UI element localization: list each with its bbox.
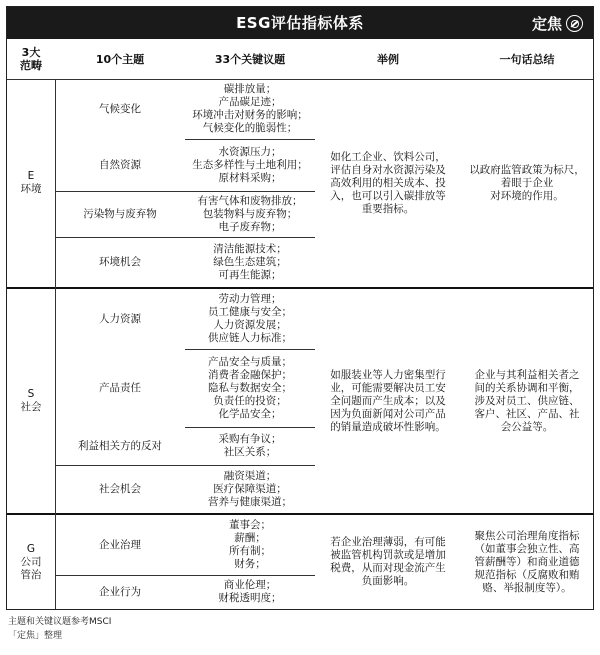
theme-climate-change: 气候变化 (99, 102, 141, 115)
divider (7, 287, 593, 289)
issues-natural-resources: 水资源压力； 生态多样性与土地利用； 原材料采购； (192, 145, 308, 184)
example-environment: 如化工企业、饮料公司， 评估自身对水资源污染及 高效利用的相关成本、投 入，也可以引入碳排放等 重要指标。 (330, 150, 446, 215)
theme-stakeholder-opposition: 利益相关方的反对 (78, 439, 162, 452)
theme-product-liability: 产品责任 (99, 381, 141, 394)
category-social: S 社会 (20, 388, 42, 413)
divider (7, 79, 593, 80)
example-social: 如服装业等人力密集型行 业，可能需要解决员工安 全问题而产生成本；以及 因为负面新闻对公司产品 的销量造成破坏性影响。 (330, 368, 446, 433)
summary-environment: 以政府监管政策为标尺， 着眼于企业 对环境的作用。 (469, 163, 585, 202)
theme-natural-resources: 自然资源 (99, 158, 141, 171)
brand (532, 7, 583, 39)
divider (55, 575, 315, 576)
issues-corporate-governance: 董事会； 薪酬； 所有制； 财务； (229, 519, 271, 570)
divider (185, 427, 315, 428)
issues-pollution-waste: 有害气体和废物排放； 包装物料与废弃物； 电子废弃物； (197, 194, 303, 233)
header-issues: 33个关键议题 (214, 52, 286, 66)
brand-name: 定焦 (531, 14, 562, 33)
category-governance: G 公司 管治 (20, 542, 42, 581)
brand-logo-icon (566, 15, 583, 32)
header-example: 举例 (377, 52, 399, 66)
theme-environmental-opportunity: 环境机会 (99, 255, 141, 268)
issues-stakeholder-opposition: 采购有争议； 社区关系； (218, 433, 282, 458)
page-title: ESG评估指标体系 (236, 14, 364, 32)
divider (55, 465, 315, 466)
header-summary: 一句话总结 (499, 52, 555, 66)
theme-social-opportunity: 社会机会 (99, 482, 141, 495)
divider (185, 349, 315, 350)
header-theme: 10个主题 (95, 52, 145, 66)
esg-table-frame (6, 6, 594, 610)
divider (55, 237, 315, 238)
divider (7, 513, 593, 515)
category-environment: E 环境 (20, 170, 42, 195)
example-governance: 若企业治理薄弱，有可能 被监管机构罚款或是增加 税费，从而对现金流产生 负面影响。 (330, 536, 446, 587)
divider (55, 79, 56, 609)
issues-product-liability: 产品安全与质量； 消费者金融保护； 隐私与数据安全； 负责任的投资； 化学品安全； (208, 355, 292, 420)
divider (185, 139, 315, 140)
issues-human-resources: 劳动力管理； 员工健康与安全； 人力资源发展； 供应链人力标准； (208, 293, 292, 344)
footnote-source: 主题和关键议题参考MSCI (8, 617, 112, 627)
theme-human-resources: 人力资源 (99, 312, 141, 325)
issues-environmental-opportunity: 清洁能源技术； 绿色生态建筑； 可再生能源； (213, 242, 287, 281)
theme-pollution-waste: 污染物与废弃物 (83, 207, 157, 220)
divider (55, 191, 315, 192)
title-bar (7, 7, 593, 39)
theme-corporate-governance: 企业治理 (99, 538, 141, 551)
footnote-credit: 「定焦」整理 (8, 631, 63, 641)
theme-corporate-behavior: 企业行为 (99, 585, 141, 598)
header-category: 3大 范畴 (20, 46, 42, 72)
summary-governance: 聚焦公司治理角度指标 （如董事会独立性、高 管薪酬等）和商业道德 规范指标（反腐败和贿 赂、举报制度等）。 (474, 529, 580, 594)
issues-corporate-behavior: 商业伦理； 财税透明度； (218, 579, 282, 604)
issues-climate-change: 碳排放量； 产品碳足迹； 环境冲击对财务的影响； 气候变化的脆弱性； (192, 83, 308, 134)
summary-social: 企业与其利益相关者之 间的关系协调和平衡， 涉及对员工、供应链、 客户、社区、产品、社 会公益等。 (474, 368, 580, 433)
issues-social-opportunity: 融资渠道； 医疗保障渠道； 营养与健康渠道； (208, 469, 292, 508)
